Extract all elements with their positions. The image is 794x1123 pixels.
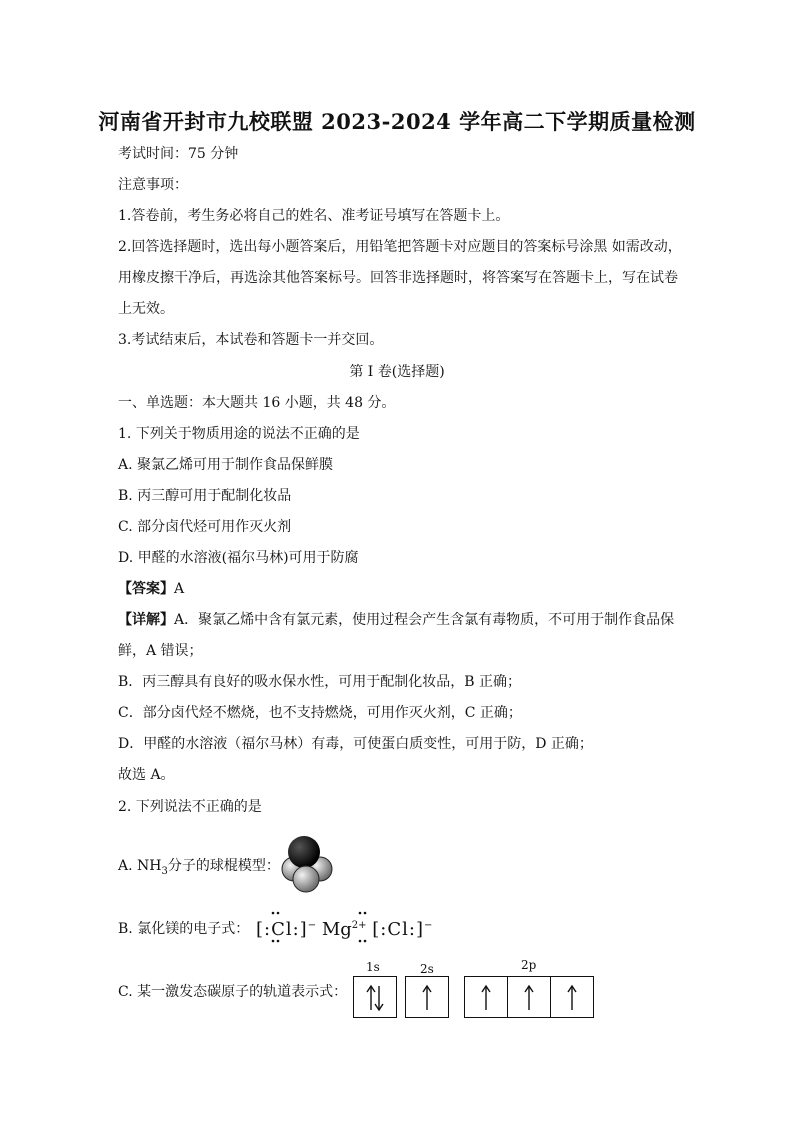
- option-b-label: B. 氯化镁的电子式：: [118, 921, 250, 937]
- option-a-prefix: A. NH: [118, 858, 162, 874]
- note-line: 3.考试结束后，本试卷和答题卡一并交回。: [118, 332, 384, 348]
- note-line: 1.答卷前，考生务必将自己的姓名、准考证号填写在答题卡上。: [118, 208, 510, 224]
- question-1-option: D. 甲醛的水溶液(福尔马林)可用于防腐: [118, 550, 359, 566]
- up-arrow-icon: [508, 984, 550, 1012]
- question-1-answer: [118, 579, 184, 599]
- part-heading: 一、单选题：本大题共 16 小题，共 48 分。: [118, 395, 396, 411]
- question-1-option: B. 丙三醇可用于配制化妆品: [118, 488, 292, 504]
- note-line: 2.回答选择题时，选出每小题答案后，用铅笔把答题卡对应题目的答案标号涂黑 如需改动，: [118, 239, 682, 255]
- question-2-stem: 2. 下列说法不正确的是: [118, 799, 262, 815]
- orbital-box-2p: [464, 976, 594, 1018]
- note-line: 用橡皮擦干净后，再选涂其他答案标号。回答非选择题时，将答案写在答题卡上，写在试卷: [118, 270, 678, 286]
- chloride-charge: −: [307, 920, 317, 931]
- question-1-option: A. 聚氯乙烯可用于制作食品保鲜膜: [118, 457, 334, 473]
- question-2-option-b: [118, 919, 249, 939]
- up-down-arrow-icon: [354, 984, 396, 1012]
- magnesium-ion: Mg: [321, 919, 352, 940]
- question-2-option-a: [118, 856, 280, 882]
- answer-label: 【答案】: [118, 581, 174, 597]
- explain-line: 故选 A。: [118, 767, 175, 783]
- explain-label: 【详解】: [118, 612, 174, 628]
- orbital-label-1s: 1s: [366, 960, 380, 974]
- up-arrow-icon: [551, 984, 593, 1012]
- explain-line: B．丙三醇具有良好的吸水保水性，可用于配制化妆品，B 正确；: [118, 674, 522, 690]
- question-1-explain: [118, 610, 674, 630]
- chloride-ion-right: [:Cl:]: [372, 919, 424, 940]
- up-arrow-icon: [465, 984, 507, 1012]
- chloride-ion-left: [:Cl:]: [256, 919, 308, 940]
- option-a-subscript: 3: [161, 865, 168, 877]
- up-arrow-icon: [406, 984, 448, 1012]
- question-1-stem: 1. 下列关于物质用途的说法不正确的是: [118, 426, 360, 442]
- answer-value: A: [174, 581, 185, 597]
- orbital-box-2s: [405, 976, 449, 1018]
- section-title: 第 I 卷(选择题): [349, 364, 445, 380]
- exam-title: 河南省开封市九校联盟 2023-2024 学年高二下学期质量检测: [98, 109, 696, 134]
- explain-text: A．聚氯乙烯中含有氯元素，使用过程会产生含氯有毒物质，不可用于制作食品保: [174, 612, 675, 628]
- magnesium-charge: 2+: [351, 920, 367, 931]
- explain-line: C．部分卤代烃不燃烧，也不支持燃烧，可用作灭火剂，C 正确；: [118, 705, 522, 721]
- question-1-option: C. 部分卤代烃可用作灭火剂: [118, 519, 292, 535]
- orbital-label-2s: 2s: [420, 962, 434, 976]
- explain-line: D．甲醛的水溶液（福尔马林）有毒，可使蛋白质变性，可用于防，D 正确；: [118, 736, 593, 752]
- electron-dots: [256, 910, 396, 944]
- exam-time: 考试时间：75 分钟: [118, 146, 239, 162]
- question-2-option-c: C. 某一激发态碳原子的轨道表示式：: [118, 984, 348, 1000]
- note-line: 上无效。: [118, 301, 174, 317]
- chloride-charge-right: −: [423, 920, 433, 931]
- orbital-box-1s: [353, 976, 397, 1018]
- notes-heading: 注意事项：: [118, 177, 188, 193]
- option-a-suffix: 分子的球棍模型：: [167, 858, 280, 874]
- explain-line: 鲜，A 错误；: [118, 643, 203, 659]
- nh3-ball-model-image: [280, 835, 336, 895]
- orbital-label-2p: 2p: [521, 958, 537, 972]
